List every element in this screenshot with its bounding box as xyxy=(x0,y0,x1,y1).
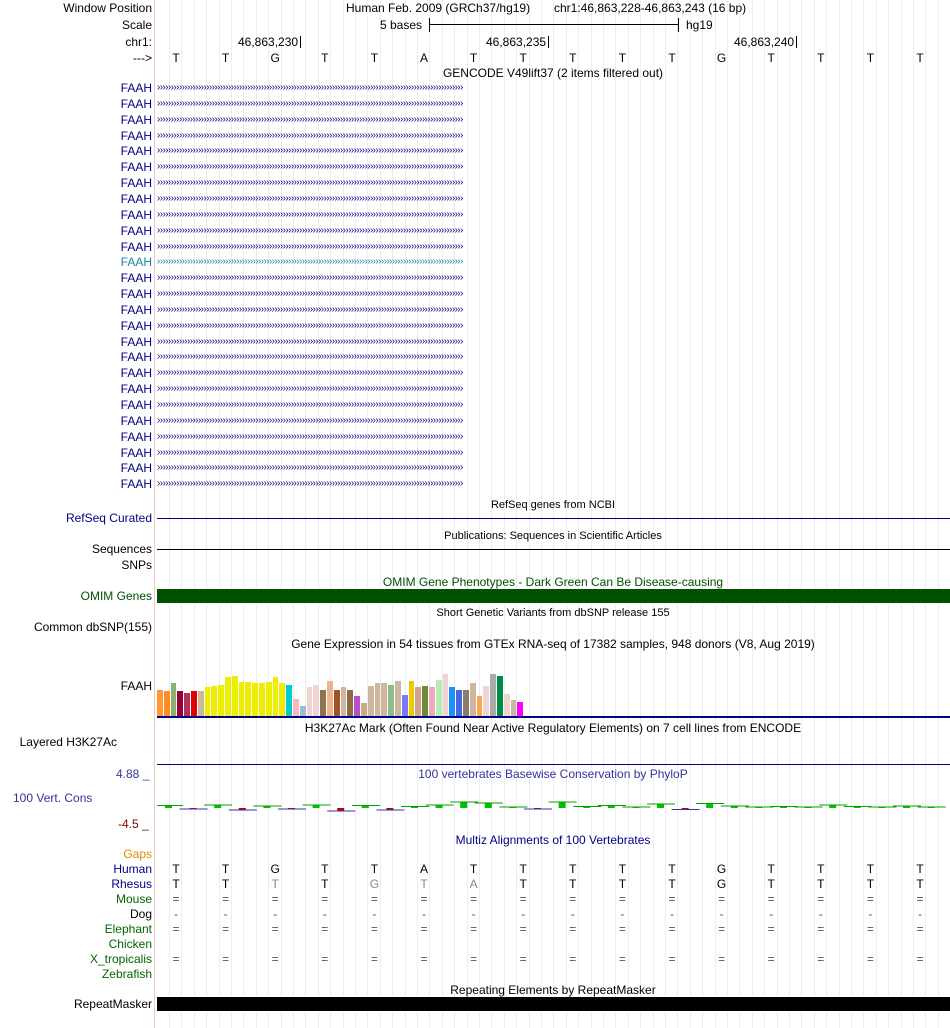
multiz-base: = xyxy=(222,892,230,906)
gtex-tissue-bar[interactable] xyxy=(517,702,523,716)
multiz-base: = xyxy=(767,922,775,936)
gtex-tissue-bar[interactable] xyxy=(266,682,272,716)
multiz-base: = xyxy=(470,892,478,906)
gtex-tissue-bar[interactable] xyxy=(307,687,313,716)
publications-track-line xyxy=(157,549,950,550)
reference-base: T xyxy=(916,51,924,65)
gtex-tissue-bar[interactable] xyxy=(402,695,408,716)
multiz-base: = xyxy=(370,922,378,936)
omim-gene-bar[interactable] xyxy=(157,589,950,603)
refseq-track-line xyxy=(157,518,950,519)
gtex-tissue-bar[interactable] xyxy=(381,683,387,716)
h3k27ac-baseline xyxy=(157,764,950,765)
gencode-transcript-label[interactable]: FAAH xyxy=(120,207,152,222)
gtex-tissue-bar[interactable] xyxy=(504,694,510,716)
multiz-base: - xyxy=(670,907,674,921)
gtex-tissue-bar[interactable] xyxy=(300,706,306,716)
multiz-base: - xyxy=(570,907,575,921)
multiz-base: = xyxy=(817,892,825,906)
multiz-base: G xyxy=(270,862,280,876)
gencode-transcript-label[interactable]: FAAH xyxy=(120,81,152,95)
phylop-score-bar xyxy=(657,804,664,808)
gencode-transcript-label[interactable]: FAAH xyxy=(120,445,152,460)
gtex-tissue-bar[interactable] xyxy=(313,685,319,716)
gencode-transcript-label[interactable]: FAAH xyxy=(120,239,152,254)
multiz-base: = xyxy=(172,892,180,906)
multiz-species-label[interactable]: Mouse xyxy=(115,892,152,906)
gencode-transcript-label[interactable]: FAAH xyxy=(120,271,152,286)
gtex-tissue-bar[interactable] xyxy=(395,681,401,716)
gencode-transcript-label[interactable]: FAAH xyxy=(120,223,152,238)
gencode-transcript-line[interactable]: ›››››››››››››››››››››››››››››››››››››››››››››››››››››››››››››››››››››››››››››››››››››››››››››››››››››››››››››››› xyxy=(157,478,463,490)
reference-base: G xyxy=(270,51,280,65)
multiz-base: - xyxy=(174,907,178,921)
gencode-transcript-line[interactable]: ›››››››››››››››››››››››››››››››››››››››››››››››››››››››››››››››››››››››››››››››››››››››››››››››››››››››››››››››› xyxy=(157,319,463,331)
gencode-transcript-line[interactable]: ›››››››››››››››››››››››››››››››››››››››››››››››››››››››››››››››››››››››››››››››››››››››››››››››››››››››››››››››› xyxy=(157,192,463,204)
phylop-plot[interactable] xyxy=(157,780,950,830)
multiz-base: = xyxy=(866,892,874,906)
multiz-species-label[interactable]: Elephant xyxy=(104,922,152,936)
gtex-tissue-bar[interactable] xyxy=(483,686,489,716)
gtex-tissue-bar[interactable] xyxy=(347,690,353,716)
multiz-base: T xyxy=(866,877,875,891)
multiz-track-title[interactable]: Multiz Alignments of 100 Vertebrates xyxy=(455,833,651,847)
gencode-transcript-line[interactable]: ›››››››››››››››››››››››››››››››››››››››››››››››››››››››››››››››››››››››››››››››››››››››››››››››››››››››››››››››› xyxy=(157,335,463,347)
multiz-base: G xyxy=(369,877,380,891)
multiz-base: = xyxy=(817,922,825,936)
position-readout: chr1:46,863,228-46,863,243 (16 bp) xyxy=(554,1,747,15)
gtex-tissue-bar[interactable] xyxy=(198,691,204,716)
gencode-transcript-line[interactable]: ›››››››››››››››››››››››››››››››››››››››››››››››››››››››››››››››››››››››››››››››››››››››››››››››››››››››››››››››› xyxy=(157,414,463,426)
multiz-base: T xyxy=(817,877,825,891)
gtex-tissue-bar[interactable] xyxy=(239,682,245,716)
gtex-tissue-bar[interactable] xyxy=(205,687,211,716)
gtex-tissue-bar[interactable] xyxy=(171,683,177,716)
multiz-base: T xyxy=(172,877,180,891)
gencode-transcript-line[interactable]: ›››››››››››››››››››››››››››››››››››››››››››››››››››››››››››››››››››››››››››››››››››››››››››››››››››››››››››››››› xyxy=(157,288,463,300)
gtex-tissue-bar[interactable] xyxy=(177,691,183,716)
gtex-tissue-bar[interactable] xyxy=(456,690,462,716)
gencode-transcript-line[interactable]: ›››››››››››››››››››››››››››››››››››››››››››››››››››››››››››››››››››››››››››››››››››››››››››››››››››››››››››››››› xyxy=(157,383,463,395)
scale-value: 5 bases xyxy=(380,18,423,32)
multiz-base: T xyxy=(916,862,924,876)
gencode-transcript-label[interactable]: FAAH xyxy=(120,429,152,444)
gtex-tissue-bar[interactable] xyxy=(443,674,449,716)
reference-base: T xyxy=(519,51,527,65)
gencode-transcript-line[interactable]: ›››››››››››››››››››››››››››››››››››››››››››››››››››››››››››››››››››››››››››››››››››››››››››››››››››››››››››››››› xyxy=(157,303,463,315)
gtex-tissue-bar[interactable] xyxy=(184,693,190,716)
repeatmasker-track-label[interactable]: RepeatMasker xyxy=(73,997,152,1011)
multiz-base: = xyxy=(470,922,478,936)
gencode-transcript-line[interactable]: ›››››››››››››››››››››››››››››››››››››››››››››››››››››››››››››››››››››››››››››››››››››››››››››››››››››››››››››››› xyxy=(157,82,463,93)
gtex-tissue-bar[interactable] xyxy=(409,681,415,716)
multiz-base: - xyxy=(769,907,774,921)
gtex-tissue-bar[interactable] xyxy=(361,703,367,716)
multiz-base: A xyxy=(469,877,478,891)
gencode-transcript-label[interactable]: FAAH xyxy=(120,112,152,127)
gtex-tissue-bar[interactable] xyxy=(511,700,517,716)
gtex-tissue-bar[interactable] xyxy=(211,686,217,716)
gencode-transcript-line[interactable]: ›››››››››››››››››››››››››››››››››››››››››››››››››››››››››››››››››››››››››››››››››››››››››››››››››››››››››››››››› xyxy=(157,240,463,252)
multiz-base: - xyxy=(273,907,278,921)
gtex-tissue-bar[interactable] xyxy=(436,680,442,716)
scale-db: hg19 xyxy=(686,18,713,32)
gencode-transcript-line[interactable]: ›››››››››››››››››››››››››››››››››››››››››››››››››››››››››››››››››››››››››››››››››››››››››››››››››››››››››››››››› xyxy=(157,177,463,189)
gencode-track-title[interactable]: GENCODE V49lift37 (2 items filtered out) xyxy=(442,66,664,80)
gencode-transcript-line[interactable]: ›››››››››››››››››››››››››››››››››››››››››››››››››››››››››››››››››››››››››››››››››››››››››››››››››››››››››››››››› xyxy=(157,224,463,236)
multiz-base: A xyxy=(419,862,428,876)
multiz-base: = xyxy=(569,922,577,936)
multiz-base: = xyxy=(618,922,626,936)
multiz-species-label[interactable]: Zebrafish xyxy=(101,967,152,981)
dbsnp-track-label[interactable]: Common dbSNP(155) xyxy=(33,620,152,634)
multiz-base: = xyxy=(817,952,825,966)
gencode-transcript-line[interactable]: ›››››››››››››››››››››››››››››››››››››››››››››››››››››››››››››››››››››››››››››››››››››››››››››››››››››››››››››››› xyxy=(157,272,463,284)
gencode-transcript-line[interactable]: ›››››››››››››››››››››››››››››››››››››››››››››››››››››››››››››››››››››››››››››››››››››››››››››››››››››››››››››››› xyxy=(157,129,463,141)
multiz-base: = xyxy=(370,952,378,966)
multiz-base: = xyxy=(916,892,924,906)
multiz-base: = xyxy=(668,892,676,906)
multiz-base: T xyxy=(767,877,775,891)
gtex-tissue-bar[interactable] xyxy=(334,690,340,716)
multiz-base: T xyxy=(321,862,329,876)
multiz-base: = xyxy=(519,952,527,966)
strand-label: ---> xyxy=(133,51,152,65)
refseq-track-title[interactable]: RefSeq genes from NCBI xyxy=(490,499,616,511)
multiz-base: T xyxy=(916,877,924,891)
gencode-transcript-line[interactable]: ›››››››››››››››››››››››››››››››››››››››››››››››››››››››››››››››››››››››››››››››››››››››››››››››››››››››››››››››› xyxy=(157,446,463,458)
gencode-transcript-label[interactable]: FAAH xyxy=(120,318,152,333)
multiz-base: = xyxy=(866,922,874,936)
multiz-base: = xyxy=(866,952,874,966)
multiz-base: - xyxy=(918,907,922,921)
multiz-base: T xyxy=(569,877,577,891)
multiz-base: = xyxy=(172,922,180,936)
multiz-base: T xyxy=(172,862,180,876)
scale-label: Scale xyxy=(121,18,152,32)
gtex-tissue-bar[interactable] xyxy=(388,685,394,716)
multiz-base: = xyxy=(370,892,378,906)
gtex-tissue-bar[interactable] xyxy=(245,682,251,716)
multiz-base: = xyxy=(519,892,527,906)
multiz-base: - xyxy=(818,907,823,921)
multiz-base: - xyxy=(521,907,526,921)
gtex-tissue-bar[interactable] xyxy=(415,687,421,716)
ruler-tick-2: 46,863,235 xyxy=(486,35,549,49)
multiz-base: T xyxy=(569,862,577,876)
gencode-transcript-label[interactable]: FAAH xyxy=(120,461,152,476)
dbsnp-track-title[interactable]: Short Genetic Variants from dbSNP release 155 xyxy=(436,607,670,619)
gencode-transcript-label[interactable]: FAAH xyxy=(120,287,152,302)
gtex-tissue-bar[interactable] xyxy=(252,683,258,716)
multiz-base: - xyxy=(372,907,377,921)
gtex-tissue-bar[interactable] xyxy=(293,699,299,716)
reference-base: T xyxy=(172,51,180,65)
multiz-species-label[interactable]: Human xyxy=(113,862,152,876)
gencode-transcript-label[interactable]: FAAH xyxy=(120,477,152,492)
gtex-tissue-bar[interactable] xyxy=(477,696,483,716)
gtex-bar-chart[interactable] xyxy=(157,651,557,716)
gencode-transcript-line[interactable]: ›››››››››››››››››››››››››››››››››››››››››››››››››››››››››››››››››››››››››››››››››››››››››››››››››››››››››››››››› xyxy=(157,399,463,410)
multiz-base: T xyxy=(618,862,627,876)
gtex-tissue-bar[interactable] xyxy=(320,690,326,716)
gencode-transcript-label[interactable]: FAAH xyxy=(120,144,152,159)
gtex-tissue-bar[interactable] xyxy=(286,685,292,716)
window-position-label: Window Position xyxy=(63,1,152,15)
reference-base: T xyxy=(618,51,627,65)
reference-base: T xyxy=(469,51,478,65)
repeatmasker-track-title[interactable]: Repeating Elements by RepeatMasker xyxy=(450,983,656,997)
multiz-base: = xyxy=(519,922,527,936)
multiz-base: T xyxy=(866,862,875,876)
reference-base: T xyxy=(817,51,825,65)
multiz-base: - xyxy=(719,907,724,921)
multiz-base: T xyxy=(271,877,279,891)
gencode-transcript-line[interactable]: ›››››››››››››››››››››››››››››››››››››››››››››››››››››››››››››››››››››››››››››››››››››››››››››››››››››››››››››››› xyxy=(157,97,463,109)
gencode-transcript-label[interactable]: FAAH xyxy=(120,382,152,397)
multiz-species-label[interactable]: X_tropicalis xyxy=(89,952,152,966)
h3k27ac-track-title[interactable]: H3K27Ac Mark (Often Found Near Active Regulatory Elements) on 7 cell lines from ENCODE xyxy=(304,721,802,735)
reference-base: T xyxy=(569,51,577,65)
reference-base: T xyxy=(767,51,775,65)
gencode-transcript-line[interactable]: ›››››››››››››››››››››››››››››››››››››››››››››››››››››››››››››››››››››››››››››››››››››››››››››››››››››››››››››››› xyxy=(157,351,463,363)
gtex-tissue-bar[interactable] xyxy=(354,696,360,716)
reference-base: T xyxy=(866,51,875,65)
multiz-base: - xyxy=(868,907,873,921)
multiz-species-label[interactable]: Rhesus xyxy=(111,877,152,891)
multiz-base: = xyxy=(767,892,775,906)
multiz-species-label[interactable]: Dog xyxy=(129,907,152,921)
label-separator xyxy=(154,0,155,1028)
multiz-base: = xyxy=(916,922,924,936)
h3k27ac-track-label[interactable]: Layered H3K27Ac xyxy=(19,735,117,749)
gencode-transcript-label[interactable]: FAAH xyxy=(120,255,152,270)
gencode-transcript-line[interactable]: ›››››››››››››››››››››››››››››››››››››››››››››››››››››››››››››››››››››››››››››››››››››››››››››››››››››››››››››››› xyxy=(157,208,463,220)
gtex-tissue-bar[interactable] xyxy=(164,691,170,716)
publications-track-title[interactable]: Publications: Sequences in Scientific Articles xyxy=(444,530,662,542)
omim-track-label[interactable]: OMIM Genes xyxy=(80,589,152,603)
multiz-base: = xyxy=(668,952,676,966)
multiz-gaps-label: Gaps xyxy=(123,847,152,861)
multiz-base: T xyxy=(519,862,527,876)
gencode-transcript-label[interactable]: FAAH xyxy=(120,96,152,111)
gtex-tissue-bar[interactable] xyxy=(429,687,435,716)
multiz-base: = xyxy=(321,952,329,966)
publications-label-snps[interactable]: SNPs xyxy=(121,558,152,572)
gtex-tissue-bar[interactable] xyxy=(449,687,455,716)
gencode-transcript-label[interactable]: FAAH xyxy=(120,334,152,349)
gtex-tissue-bar[interactable] xyxy=(225,677,231,716)
multiz-base: = xyxy=(618,952,626,966)
multiz-base: T xyxy=(668,862,676,876)
gtex-tissue-bar[interactable] xyxy=(273,677,279,716)
gtex-tissue-bar[interactable] xyxy=(470,683,476,716)
gencode-transcript-label[interactable]: FAAH xyxy=(120,160,152,175)
multiz-base: T xyxy=(469,862,478,876)
multiz-species-label[interactable]: Chicken xyxy=(108,937,152,951)
multiz-base: = xyxy=(321,892,329,906)
multiz-base: = xyxy=(718,922,726,936)
scale-bar xyxy=(429,18,679,32)
gtex-tissue-bar[interactable] xyxy=(327,681,333,716)
gencode-transcript-line[interactable]: ›››››››››››››››››››››››››››››››››››››››››››››››››››››››››››››››››››››››››››››››››››››››››››››››››››››››››››››››› xyxy=(157,161,463,173)
refseq-track-label[interactable]: RefSeq Curated xyxy=(65,511,152,525)
multiz-base: - xyxy=(422,907,426,921)
gencode-transcript-label[interactable]: FAAH xyxy=(120,176,152,191)
multiz-base: T xyxy=(321,877,329,891)
multiz-base: = xyxy=(718,952,726,966)
gtex-tissue-bar[interactable] xyxy=(157,690,163,716)
multiz-base: G xyxy=(716,862,727,876)
gtex-tissue-bar[interactable] xyxy=(232,676,238,716)
gtex-tissue-bar[interactable] xyxy=(375,683,381,716)
multiz-base: = xyxy=(271,922,279,936)
multiz-base: = xyxy=(569,952,577,966)
gtex-tissue-bar[interactable] xyxy=(218,685,224,716)
reference-base: T xyxy=(221,51,230,65)
multiz-base: = xyxy=(718,892,726,906)
multiz-base: = xyxy=(420,922,428,936)
ruler-tick-1: 46,863,230 xyxy=(238,35,301,49)
multiz-base: T xyxy=(221,877,230,891)
multiz-base: = xyxy=(470,952,478,966)
multiz-base: T xyxy=(420,877,428,891)
multiz-base: - xyxy=(322,907,327,921)
multiz-base: G xyxy=(716,877,727,891)
multiz-base: = xyxy=(420,952,428,966)
multiz-base: = xyxy=(668,922,676,936)
repeatmasker-bar[interactable] xyxy=(157,997,950,1011)
multiz-base: = xyxy=(271,952,279,966)
multiz-base: T xyxy=(618,877,627,891)
gtex-tissue-bar[interactable] xyxy=(259,683,265,716)
reference-base: A xyxy=(419,51,428,65)
gtex-tissue-bar[interactable] xyxy=(490,674,496,716)
multiz-base: - xyxy=(223,907,228,921)
multiz-base: = xyxy=(767,952,775,966)
gtex-tissue-bar[interactable] xyxy=(463,690,469,716)
gencode-transcript-line[interactable]: ›››››››››››››››››››››››››››››››››››››››››››››››››››››››››››››››››››››››››››››››››››››››››››››››››››››››››››››››› xyxy=(157,430,463,442)
multiz-base: = xyxy=(172,952,180,966)
multiz-base: - xyxy=(620,907,625,921)
multiz-base: = xyxy=(618,892,626,906)
multiz-base: T xyxy=(221,862,230,876)
phylop-track-label[interactable]: 100 Vert. Cons xyxy=(13,791,93,805)
gtex-tissue-bar[interactable] xyxy=(497,676,503,716)
multiz-base: = xyxy=(222,952,230,966)
gencode-transcript-label[interactable]: FAAH xyxy=(120,128,152,143)
gtex-tissue-bar[interactable] xyxy=(368,686,374,716)
phylop-ymin: -4.5 _ xyxy=(118,817,149,831)
omim-track-title[interactable]: OMIM Gene Phenotypes - Dark Green Can Be Disease-causing xyxy=(382,575,724,589)
phylop-ymax: 4.88 _ xyxy=(116,767,150,781)
phylop-score-bar xyxy=(706,804,713,809)
phylop-track-title[interactable]: 100 vertebrates Basewise Conservation by PhyloP xyxy=(418,767,688,781)
multiz-base: T xyxy=(370,862,379,876)
multiz-base: = xyxy=(271,892,279,906)
multiz-base: = xyxy=(222,922,230,936)
multiz-base: T xyxy=(668,877,676,891)
chrom-label: chr1: xyxy=(125,35,152,49)
gtex-track-title[interactable]: Gene Expression in 54 tissues from GTEx RNA-seq of 17382 samples, 948 donors (V8, Aug 2019) xyxy=(291,637,815,651)
gencode-transcript-line[interactable]: ›››››››››››››››››››››››››››››››››››››››››››››››››››››››››››››››››››››››››››››››››››››››››››››››››››››››››››››››› xyxy=(157,256,463,268)
reference-base: T xyxy=(370,51,379,65)
phylop-score-bar xyxy=(485,803,492,808)
ruler-tick-3: 46,863,240 xyxy=(734,35,797,49)
gtex-track-label[interactable]: FAAH xyxy=(120,679,152,693)
gencode-transcript-label[interactable]: FAAH xyxy=(120,398,152,412)
assembly-name: Human Feb. 2009 (GRCh37/hg19) xyxy=(346,1,531,15)
multiz-base: = xyxy=(321,922,329,936)
multiz-base: = xyxy=(916,952,924,966)
multiz-base: - xyxy=(471,907,476,921)
gencode-transcript-label[interactable]: FAAH xyxy=(120,350,152,365)
gencode-transcript-label[interactable]: FAAH xyxy=(120,302,152,317)
reference-base: T xyxy=(668,51,676,65)
multiz-base: = xyxy=(569,892,577,906)
gtex-tissue-bar[interactable] xyxy=(422,686,428,716)
reference-base: T xyxy=(321,51,329,65)
gencode-transcript-line[interactable]: ›››››››››››››››››››››››››››››››››››››››››››››››››››››››››››››››››››››››››››››››››››››››››››››››››››››››››››››››› xyxy=(157,462,463,474)
publications-label-sequences[interactable]: Sequences xyxy=(91,542,152,556)
gtex-tissue-bar[interactable] xyxy=(279,683,285,716)
reference-base: G xyxy=(716,51,727,65)
gencode-transcript-line[interactable]: ›››››››››››››››››››››››››››››››››››››››››››››››››››››››››››››››››››››››››››››››››››››››››››››››››››››››››››››››› xyxy=(157,113,463,125)
multiz-base: = xyxy=(420,892,428,906)
multiz-base: T xyxy=(767,862,775,876)
gencode-transcript-label[interactable]: FAAH xyxy=(120,191,152,206)
multiz-base: T xyxy=(519,877,527,891)
gtex-tissue-bar[interactable] xyxy=(191,691,197,716)
multiz-base: T xyxy=(817,862,825,876)
gtex-tissue-bar[interactable] xyxy=(341,687,347,716)
gencode-transcript-label[interactable]: FAAH xyxy=(120,366,152,381)
gtex-baseline xyxy=(157,716,950,718)
phylop-score-bar xyxy=(559,802,566,808)
gencode-transcript-line[interactable]: ›››››››››››››››››››››››››››››››››››››››››››››››››››››››››››››››››››››››››››››››››››››››››››››››››››››››››››››››› xyxy=(157,145,463,157)
phylop-score-bar xyxy=(460,802,467,808)
gencode-transcript-line[interactable]: ›››››››››››››››››››››››››››››››››››››››››››››››››››››››››››››››››››››››››››››››››››››››››››››››››››››››››››››››› xyxy=(157,367,463,379)
gencode-transcript-label[interactable]: FAAH xyxy=(120,413,152,428)
